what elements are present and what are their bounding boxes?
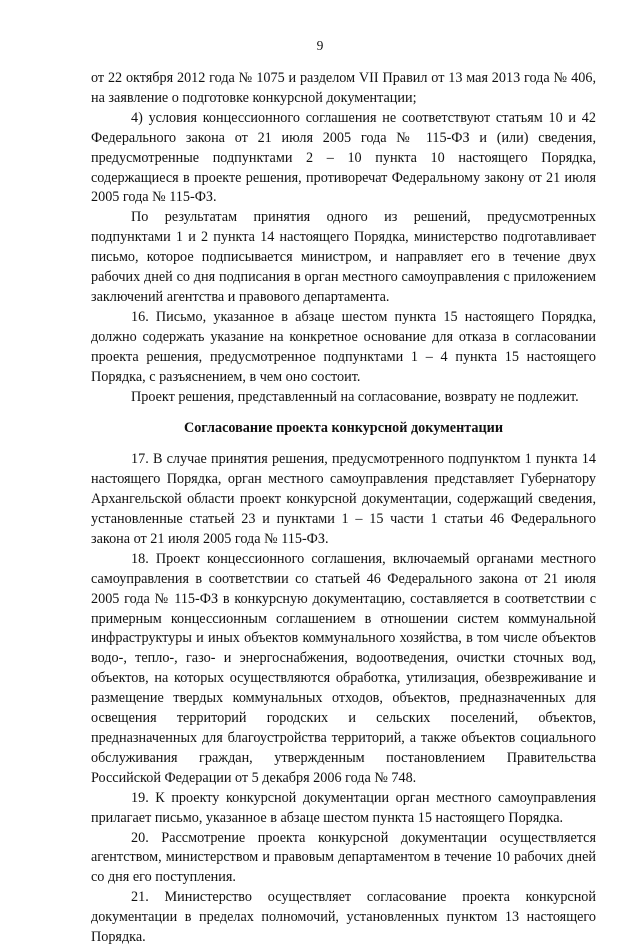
document-body	[91, 69, 596, 948]
paragraph-continuation: от 22 октября 2012 года № 1075 и разделом VII Правил от 13 мая 2013 года № 406, на заявление о подготовке конкурсной документации;	[91, 70, 596, 106]
paragraph-results: По результатам принятия одного из решений, предусмотренных подпунктами 1 и 2 пункта 14 настоящего Порядка, министерство подготавливает письмо, которое подписывается министром, и направляет его в течение двух рабочих дней со дня подписания в орган местного самоуправления с приложением заключений агентства и правового департамента.	[91, 209, 596, 305]
paragraph-subitem-4: 4) условия концессионного соглашения не соответствуют статьям 10 и 42 Федерального закона от 21 июля 2005 года № 115-ФЗ и (или) сведения, предусмотренные подпунктами 2 – 10 пункта 10 настоящего Порядка, содержащиеся в проекте решения, противоречат Федеральному закону от 21 июля 2005 года № 115-ФЗ.	[91, 109, 596, 206]
paragraph-no-return: Проект решения, представленный на согласование, возврату не подлежит.	[131, 388, 579, 405]
paragraph-item-17: 17. В случае принятия решения, предусмотренного подпунктом 1 пункта 14 настоящего Порядка, орган местного самоуправления представляет Губернатору Архангельской области проект конкурсной документации, содержащий сведения, установленные статьей 23 и пунктами 1 – 15 части 1 статьи 46 Федерального закона от 21 июля 2005 года № 115-ФЗ.	[91, 451, 596, 547]
paragraph-item-19: 19. К проекту конкурсной документации орган местного самоуправления прилагает письмо, указанное в абзаце шестом пункта 15 настоящего Порядка.	[91, 789, 596, 826]
page-number: 9	[316, 38, 324, 53]
paragraph-item-21: 21. Министерство осуществляет согласование проекта конкурсной документации в пределах полномочий, установленных пунктом 13 настоящего Порядка.	[91, 889, 596, 946]
paragraph-item-16: 16. Письмо, указанное в абзаце шестом пункта 15 настоящего Порядка, должно содержать указание на конкретное основание для отказа в согласовании проекта решения, предусмотренное подпунктами 1 – 4 пункта 15 настоящего Порядка, с разъяснением, в чем оно состоит.	[91, 308, 596, 385]
paragraph-item-20: 20. Рассмотрение проекта конкурсной документации осуществляется агентством, министерством и правовым департаментом в течение 10 рабочих дней со дня его поступления.	[91, 829, 596, 886]
section-heading: Согласование проекта конкурсной документации	[183, 420, 504, 437]
paragraph-item-18: 18. Проект концессионного соглашения, включаемый органами местного самоуправления в соответствии со статьей 46 Федерального закона от 21 июля 2005 года № 115-ФЗ в конкурсную документацию, составляется в соответствии с примерным концессионным соглашением в отношении систем коммунальной инфраструктуры и иных объектов коммунального хозяйства, в том числе объектов водо-, тепло-, газо- и энергоснабжения, водоотведения, очистки сточных вод, объектов, на которых осуществляются обработка, утилизация, обезвреживание и размещение твердых коммунальных отходов, объектов, предназначенных для освещения территорий городских и сельских поселений, объектов, предназначенных для благоустройства территорий, а также объектов социального обслуживания граждан, утвержденным постановлением Правительства Российской Федерации от 5 декабря 2006 года № 748.	[91, 550, 596, 786]
